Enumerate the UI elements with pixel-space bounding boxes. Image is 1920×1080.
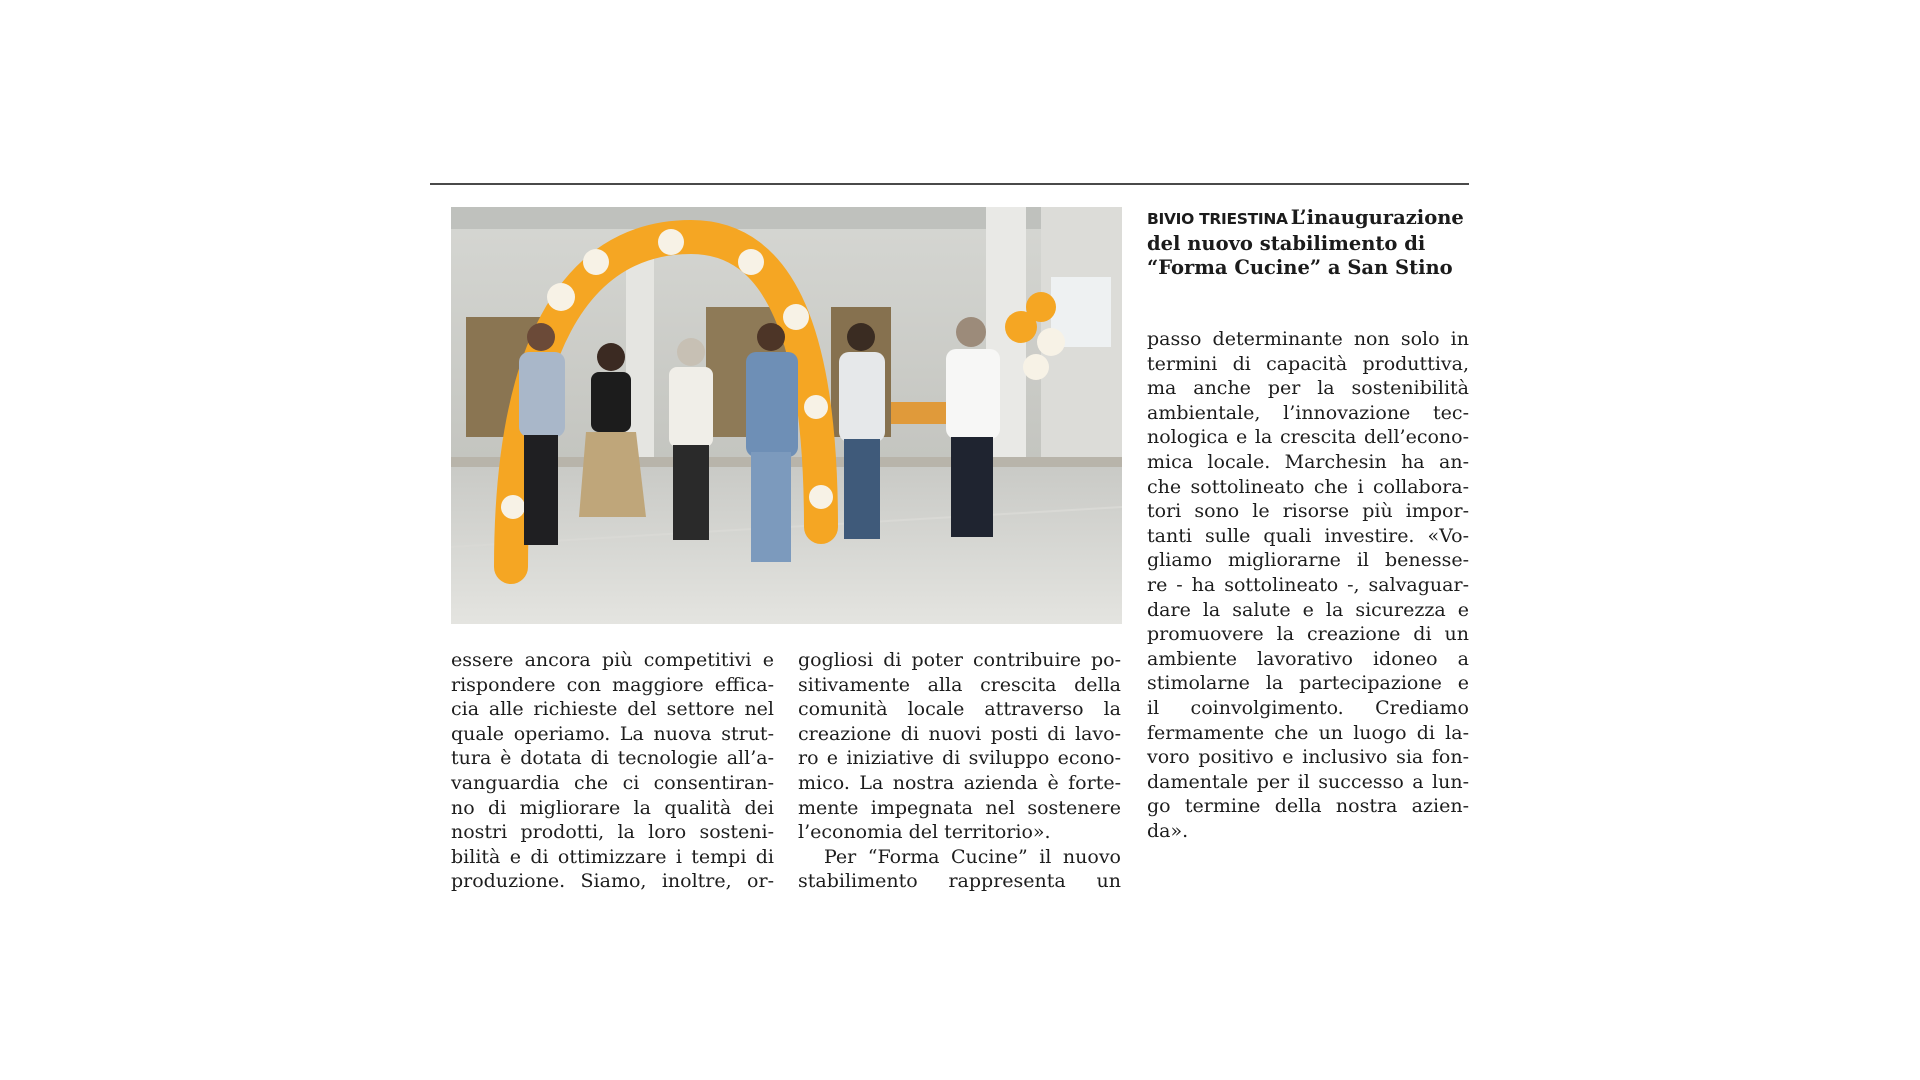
text-line: sitivamente alla crescita della <box>798 673 1121 696</box>
text-line: tori sono le risorse più impor- <box>1147 500 1469 523</box>
text-line: mico. La nostra azienda è forte- <box>798 771 1121 794</box>
text-line: tura è dotata di tecnologie all’a- <box>451 747 774 770</box>
text-line: da». <box>1147 819 1189 842</box>
text-line: ambientale, l’innovazione tec- <box>1147 401 1469 424</box>
text-line: termini di capacità produttiva, <box>1147 352 1469 375</box>
text-line: tanti sulle quali investire. «Vo- <box>1147 524 1469 547</box>
text-line: mica locale. Marchesin ha an- <box>1147 450 1469 473</box>
text-line: che sottolineato che i collabora- <box>1147 475 1469 498</box>
text-line: bilità e di ottimizzare i tempi di <box>451 845 774 868</box>
text-line: ma anche per la sostenibilità <box>1147 377 1469 400</box>
text-line: gliamo migliorarne il benesse- <box>1147 549 1469 572</box>
text-line: stimolarne la partecipazione e <box>1147 672 1469 695</box>
photo-caption <box>1147 206 1469 281</box>
text-line: fermamente che un luogo di la- <box>1147 721 1469 744</box>
text-line: nologica e la crescita dell’econo- <box>1147 426 1469 449</box>
top-rule <box>430 183 1469 185</box>
text-line: Per “Forma Cucine” il nuovo <box>824 845 1121 868</box>
text-line: dare la salute e la sicurezza e <box>1147 598 1469 621</box>
text-line: creazione di nuovi posti di lavo- <box>798 722 1121 745</box>
article-column-3 <box>1147 327 1469 843</box>
caption-kicker: BIVIO TRIESTINA <box>1147 210 1288 228</box>
text-line: no di migliorare la qualità dei <box>451 796 774 819</box>
text-line: quale operiamo. La nuova strut- <box>451 722 774 745</box>
text-line: ambiente lavorativo idoneo a <box>1147 647 1469 670</box>
text-line: mente impegnata nel sostenere <box>798 796 1121 819</box>
article-column-1 <box>451 648 774 894</box>
text-line: damentale per il successo a lun- <box>1147 770 1469 793</box>
text-line: nostri prodotti, la loro sosteni- <box>451 821 774 844</box>
text-line: produzione. Siamo, inoltre, or- <box>451 870 774 893</box>
text-line: comunità locale attraverso la <box>798 698 1121 721</box>
text-line: ro e iniziative di sviluppo econo- <box>798 747 1121 770</box>
text-line: passo determinante non solo in <box>1147 328 1469 350</box>
text-line: il coinvolgimento. Crediamo <box>1147 696 1469 719</box>
article-photo <box>451 207 1122 624</box>
text-line: essere ancora più competitivi e <box>451 649 774 671</box>
text-line: gogliosi di poter contribuire po- <box>798 649 1121 671</box>
text-line: l’economia del territorio». <box>798 821 1051 844</box>
text-line: stabilimento rappresenta un <box>798 870 1121 893</box>
caption-text: L’inaugurazione del nuovo stabilimento di “Forma Cucine” a San Stino <box>1147 206 1464 279</box>
text-line: go termine della nostra azien- <box>1147 795 1469 818</box>
text-line: re - ha sottolineato -, salvaguar- <box>1147 573 1469 596</box>
article-column-2 <box>798 648 1121 894</box>
photo-illustration <box>451 207 1122 624</box>
text-line: rispondere con maggiore effica- <box>451 673 774 696</box>
text-line: voro positivo e inclusivo sia fon- <box>1147 746 1469 769</box>
text-line: promuovere la creazione di un <box>1147 623 1469 646</box>
text-line: cia alle richieste del settore nel <box>451 698 774 721</box>
text-line: vanguardia che ci consentiran- <box>451 771 774 794</box>
